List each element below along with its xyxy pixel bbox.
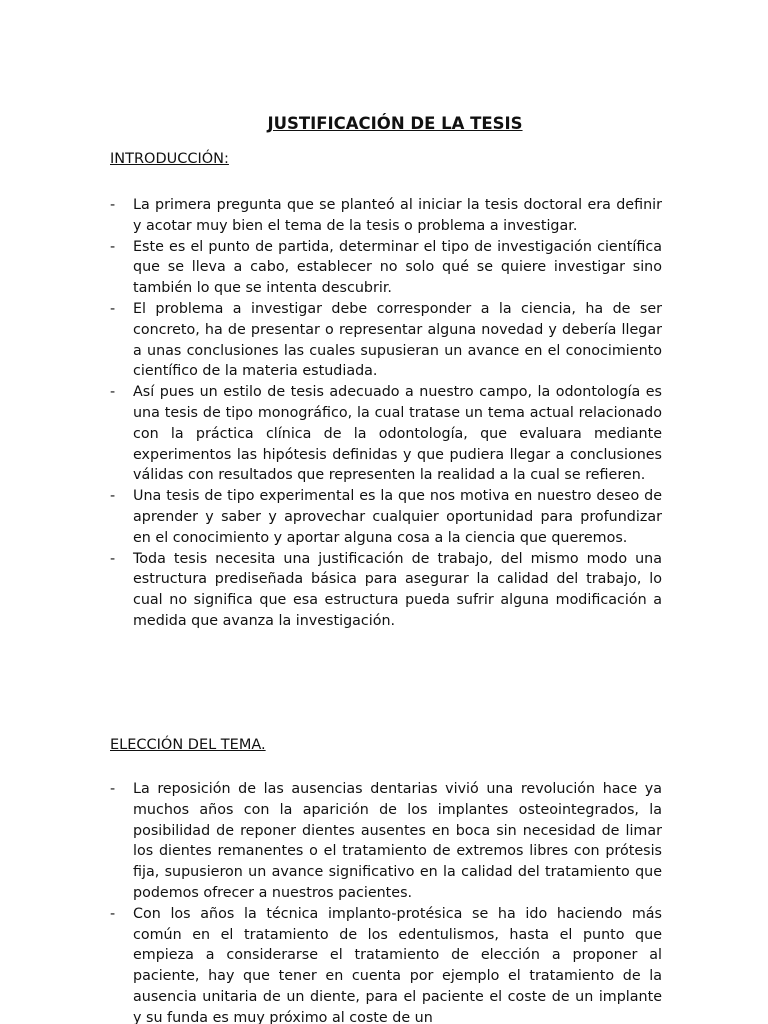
document-title: JUSTIFICACIÓN DE LA TESIS (267, 114, 523, 133)
section-heading-introduccion: INTRODUCCIÓN: (110, 151, 229, 167)
list-item: - La primera pregunta que se planteó al iniciar la tesis doctoral era definir y acotar muy bien el tema de la tesis o problema a investigar. (110, 195, 662, 237)
eleccion-del-tema-list (110, 779, 662, 1024)
introduccion-list (110, 195, 662, 632)
list-item: - Este es el punto de partida, determinar el tipo de investigación científica que se lleva a cabo, establecer no solo qué se quiere investigar sino también lo que se intenta descubrir. (110, 237, 662, 299)
list-item: - La reposición de las ausencias dentarias vivió una revolución hace ya muchos años con la aparición de los implantes osteointegrados, la posibilidad de reponer dientes ausentes en boca sin necesidad de limar los dientes remanentes o el tratamiento de extremos libres con prótesis fija, supusieron un avance significativo en la calidad del tratamiento que podemos ofrecer a nuestros pacientes. (110, 779, 662, 904)
list-item: - Una tesis de tipo experimental es la que nos motiva en nuestro deseo de aprender y saber y aprovechar cualquier oportunidad para profundizar en el conocimiento y aportar alguna cosa a la ciencia que queremos. (110, 486, 662, 548)
list-item: - Con los años la técnica implanto-protésica se ha ido haciendo más común en el tratamiento de los edentulismos, hasta el punto que empieza a considerarse el tratamiento de elección a proponer al paciente, hay que tener en cuenta por ejemplo el tratamiento de la ausencia unitaria de un diente, para el paciente el coste de un implante y su funda es muy próximo al coste de un (110, 904, 662, 1024)
list-item: - El problema a investigar debe corresponder a la ciencia, ha de ser concreto, ha de presentar o representar alguna novedad y debería llegar a unas conclusiones las cuales supusieran un avance en el conocimiento científico de la materia estudiada. (110, 299, 662, 382)
list-item: - Toda tesis necesita una justificación de trabajo, del mismo modo una estructura prediseñada básica para asegurar la calidad del trabajo, lo cual no significa que esa estructura pueda sufrir alguna modificación a medida que avanza la investigación. (110, 549, 662, 632)
list-item: - Así pues un estilo de tesis adecuado a nuestro campo, la odontología es una tesis de tipo monográfico, la cual tratase un tema actual relacionado con la práctica clínica de la odontología, que evaluara mediante experimentos las hipótesis definidas y que pudiera llegar a conclusiones válidas con resultados que representen la realidad a la cual se refieren. (110, 382, 662, 486)
section-heading-eleccion-del-tema: ELECCIÓN DEL TEMA. (110, 737, 266, 753)
